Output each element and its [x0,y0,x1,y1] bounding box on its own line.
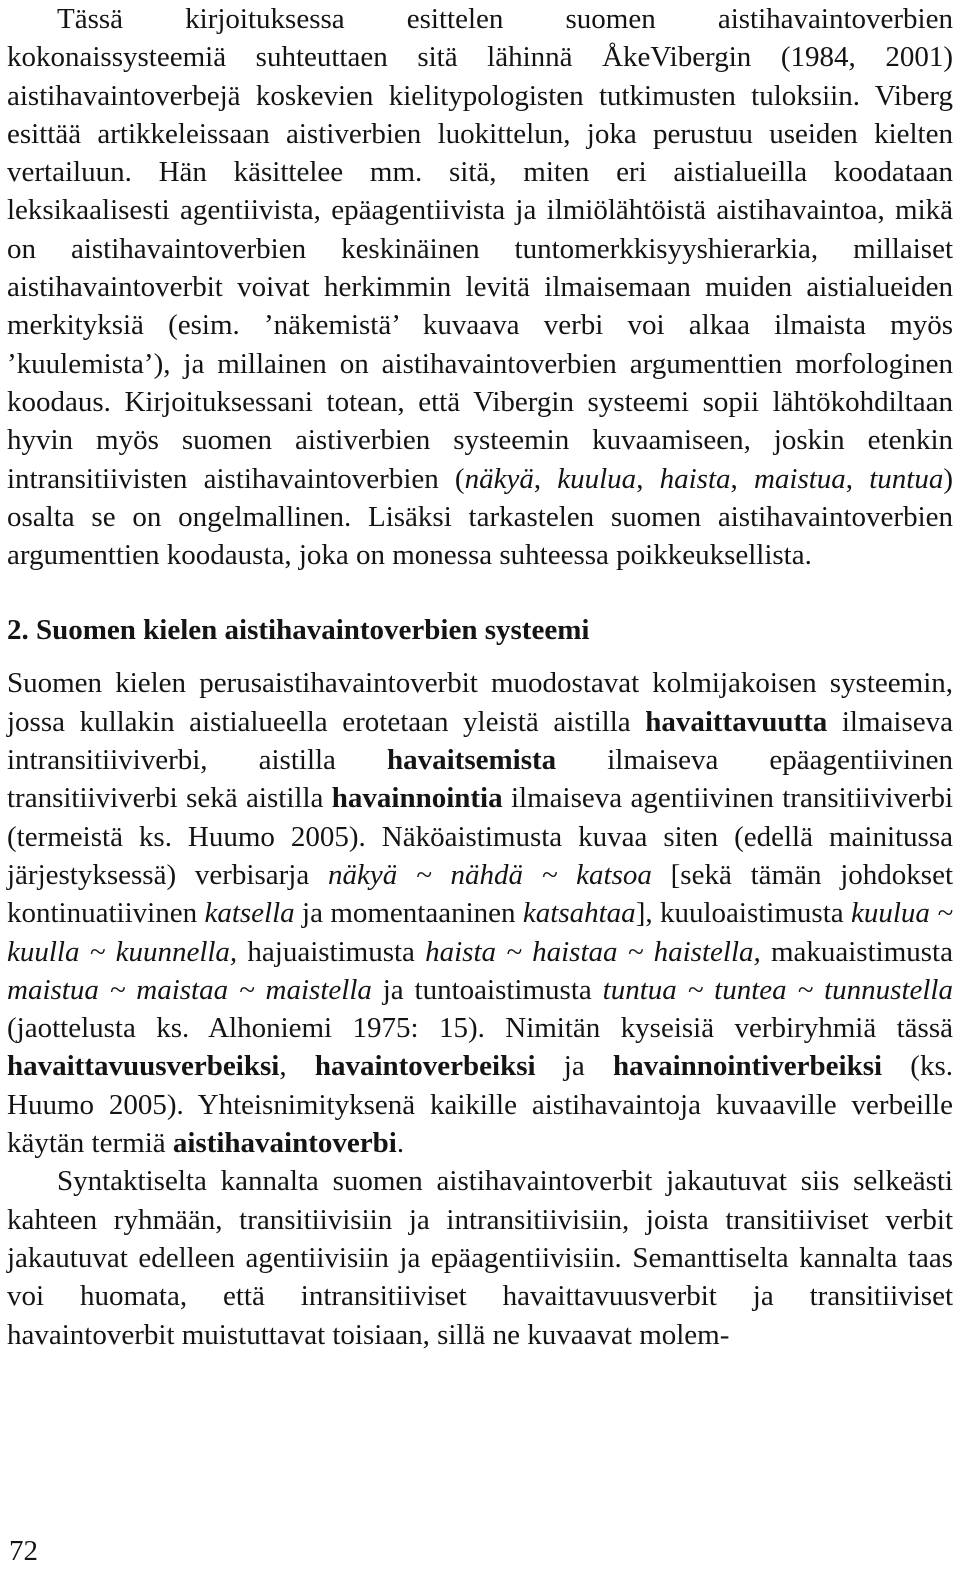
text-run: , [636,462,660,495]
paragraph-intro [7,0,953,574]
text-run: , [533,462,558,495]
text-run: (jaottelusta ks. Alhoniemi 1975: 15). Nimitän kyseisiä verbiryhmiä tässä [7,1012,953,1045]
page-body [7,0,953,1354]
italic-term: maistua ~ maistaa ~ maistella [7,973,372,1006]
italic-term: näkyä [464,462,534,495]
bold-term: havaintoverbeiksi [314,1050,536,1083]
italic-term: näkyä ~ nähdä ~ katsoa [327,858,652,891]
text-run: Suomen kielen perusaistihavaintoverbit muodostavat kolmijakoisen systeemin, jossa kullakin aistialueella erotetaan yleistä aistilla [7,667,953,738]
paragraph-syntax [7,1162,953,1353]
text-run: ja momentaaninen [294,897,523,930]
bold-term: havainnointiverbeiksi [612,1050,883,1083]
text-run: hajuaistimusta [237,935,426,968]
section-heading: 2. Suomen kielen aistihavaintoverbien systeemi [7,614,590,647]
text-run: [sekä tämän johdokset kontinuatiivinen [7,858,953,930]
text-run: ja tuntoaistimusta [371,973,603,1006]
italic-term: kuulua ~ kuulla ~ kuunnella, [7,897,953,968]
text-run: , [279,1050,315,1083]
text-run: ilmaiseva epäagentiivinen transitiiviverbi sekä aistilla [7,744,953,815]
text-run: ilmaiseva intransitiiviverbi, aistilla [7,705,953,777]
text-run: makuaistimusta [760,935,953,968]
text-run: . [396,1127,405,1160]
bold-term: havainnointia [331,782,503,815]
bold-term: aistihavaintoverbi [172,1127,397,1160]
paragraph-system [7,664,953,1162]
italic-term: katsahtaa [522,897,636,930]
page-number: 72 [9,1535,38,1567]
italic-term: haista ~ haistaa ~ haistella, [425,935,761,968]
bold-term: havaittavuutta [645,705,828,738]
text-run: , [730,462,754,495]
text-run: ja [535,1050,613,1083]
italic-term: haista [659,462,731,495]
italic-term: tuntua [869,462,944,495]
text-run: , [845,462,870,495]
text-run: ilmaiseva agentiivinen transitiiviverbi (termeistä ks. Huumo 2005). Näköaistimusta kuvaa siten (edellä mainitussa järjestyksessä) verbisarja [7,782,953,891]
italic-term: maistua [753,462,846,495]
text-run: Tässä kirjoituksessa esittelen suomen aistihavaintoverbien kokonaissysteemiä suhteuttaen sitä lähinnä ÅkeVibergin (1984, 2001) aistihavaintoverbejä koskevien kielitypologisten tutkimusten tuloksiin. Viberg esittää artikkeleissaan aistiverbien luokittelun, joka perustuu useiden kielten vertailuun. Hän käsittelee mm. sitä, miten eri aistialueilla koodataan leksikaalisesti agentiivista, epäagentiivista ja ilmiölähtöistä aistihavaintoa, mikä on aistihavaintoverbien keskinäinen tuntomerkkisyyshierarkia, millaiset aistihavaintoverbit voivat herkimmin levitä ilmaisemaan muiden aistialueiden merkityksiä (esim. ’näkemistä’ kuvaava verbi voi alkaa ilmaista myös ’kuulemista’), ja millainen on aistihavaintoverbien argumenttien morfologinen koodaus. Kirjoituksessani totean, että Vibergin systeemi sopii lähtökohdiltaan hyvin myös suomen aistiverbien systeemin kuvaamiseen, joskin etenkin intransitiivisten aistihavaintoverbien ( [7,3,953,495]
italic-term: tuntua ~ tuntea ~ tunnustella [602,973,953,1006]
bold-term: havaitsemista [386,744,557,777]
text-run: ], kuuloaistimusta [635,897,851,930]
italic-term: kuulua [557,462,637,495]
italic-term: katsella [204,897,295,930]
bold-term: havaittavuusverbeiksi [7,1050,280,1083]
text-run: (ks. Huumo 2005). Yhteisnimityksenä kaikille aistihavaintoja kuvaaville verbeille käytän termiä [7,1050,953,1160]
text-run: ) osalta se on ongelmallinen. Lisäksi tarkastelen suomen aistihavaintoverbien argumenttien koodausta, joka on monessa suhteessa poikkeuksellista. [7,462,953,572]
text-run: Syntaktiselta kannalta suomen aistihavaintoverbit jakautuvat siis selkeästi kahteen ryhmään, transitiivisiin ja intransitiivisiin, joista transitiiviset verbit jakautuvat edelleen agentiivisiin ja epäagentiivisiin. Semanttiselta kannalta taas voi huomata, että intransitiiviset havaittavuusverbit ja transitiiviset havaintoverbit muistuttavat toisiaan, sillä ne kuvaavat molem- [7,1165,953,1351]
